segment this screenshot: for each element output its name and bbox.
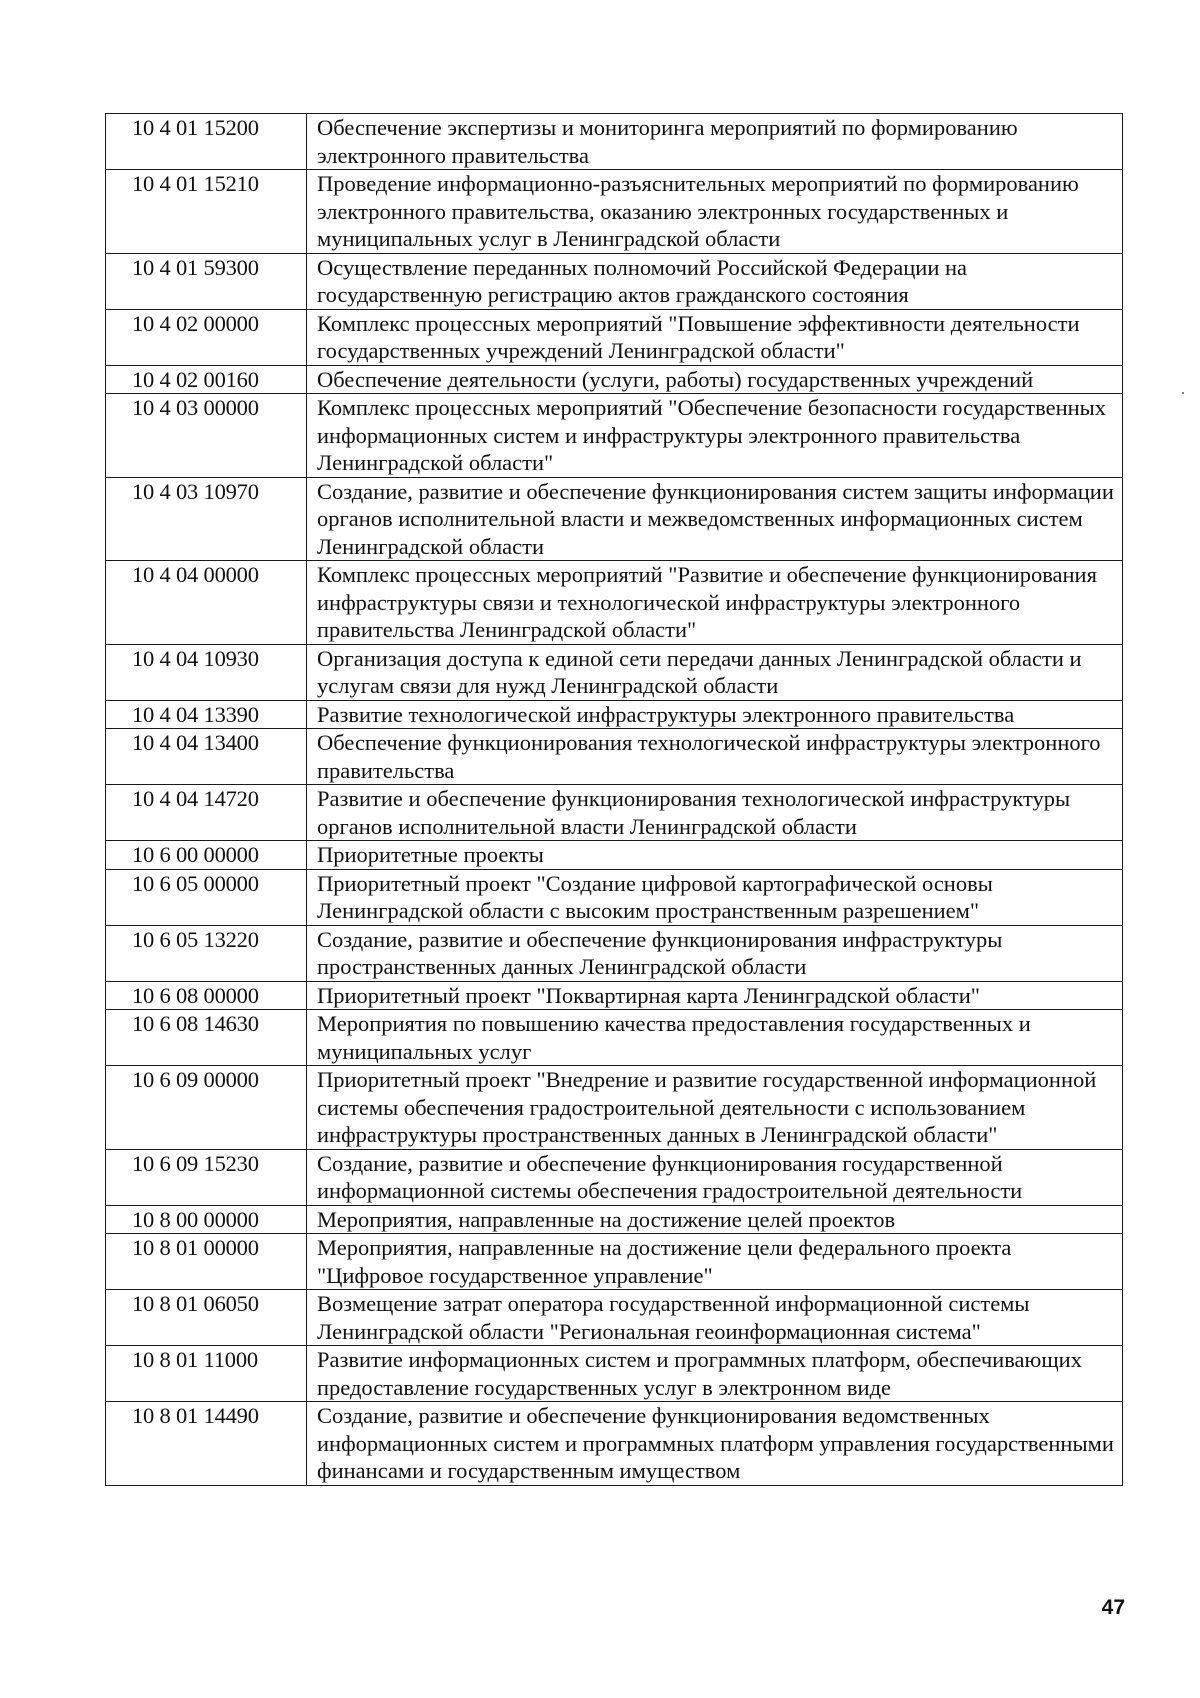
table-row [106,841,1123,870]
row-code: 10 6 09 15230 [106,1149,307,1205]
row-code: 10 6 05 13220 [106,925,307,981]
row-code: 10 6 05 00000 [106,869,307,925]
row-description: Создание, развитие и обеспечение функционирования государственной информационной системы обеспечения градостроительной деятельности [307,1149,1123,1205]
table-row [106,253,1123,309]
table-row [106,729,1123,785]
row-code: 10 4 04 10930 [106,644,307,700]
row-description: Обеспечение экспертизы и мониторинга мероприятий по формированию электронного правительства [307,114,1123,170]
table-row [106,1234,1123,1290]
row-description: Комплекс процессных мероприятий "Повышение эффективности деятельности государственных учреждений Ленинградской области" [307,309,1123,365]
row-description: Обеспечение функционирования технологической инфраструктуры электронного правительства [307,729,1123,785]
table-row [106,1205,1123,1234]
row-description: Приоритетный проект "Поквартирная карта Ленинградской области" [307,981,1123,1010]
budget-classification-table [105,113,1123,1486]
scan-artifact [1182,392,1184,394]
table-row [106,394,1123,478]
row-code: 10 4 03 00000 [106,394,307,478]
table-row [106,1149,1123,1205]
row-description: Обеспечение деятельности (услуги, работы) государственных учреждений [307,365,1123,394]
table-row [106,1290,1123,1346]
row-description: Создание, развитие и обеспечение функционирования инфраструктуры пространственных данных Ленинградской области [307,925,1123,981]
row-description: Комплекс процессных мероприятий "Обеспечение безопасности государственных информационных систем и инфраструктуры электронного правительства Ленинградской области" [307,394,1123,478]
row-code: 10 4 02 00000 [106,309,307,365]
row-description: Приоритетный проект "Внедрение и развитие государственной информационной системы обеспечения градостроительной деятельности с использованием инфраструктуры пространственных данных в Ленинградской области" [307,1066,1123,1150]
row-code: 10 6 09 00000 [106,1066,307,1150]
row-description: Комплекс процессных мероприятий "Развитие и обеспечение функционирования инфраструктуры связи и технологической инфраструктуры электронного правительства Ленинградской области" [307,561,1123,645]
row-code: 10 4 04 00000 [106,561,307,645]
row-code: 10 6 00 00000 [106,841,307,870]
table-row [106,1402,1123,1486]
table-row [106,477,1123,561]
row-description: Развитие информационных систем и программных платформ, обеспечивающих предоставление государственных услуг в электронном виде [307,1346,1123,1402]
row-description: Приоритетные проекты [307,841,1123,870]
table-row [106,561,1123,645]
table-row [106,785,1123,841]
row-description: Проведение информационно-разъяснительных мероприятий по формированию электронного правительства, оказанию электронных государственных и муниципальных услуг в Ленинградской области [307,170,1123,254]
row-code: 10 4 01 15210 [106,170,307,254]
table-row [106,170,1123,254]
row-code: 10 4 04 14720 [106,785,307,841]
row-description: Осуществление переданных полномочий Российской Федерации на государственную регистрацию актов гражданского состояния [307,253,1123,309]
row-code: 10 8 01 14490 [106,1402,307,1486]
table-row [106,1346,1123,1402]
row-code: 10 8 00 00000 [106,1205,307,1234]
row-code: 10 4 01 15200 [106,114,307,170]
row-code: 10 6 08 00000 [106,981,307,1010]
row-code: 10 4 04 13400 [106,729,307,785]
row-code: 10 4 04 13390 [106,700,307,729]
table-body [106,114,1123,1486]
row-code: 10 6 08 14630 [106,1010,307,1066]
row-code: 10 8 01 11000 [106,1346,307,1402]
table-row [106,644,1123,700]
row-code: 10 4 03 10970 [106,477,307,561]
row-code: 10 4 01 59300 [106,253,307,309]
row-description: Приоритетный проект "Создание цифровой картографической основы Ленинградской области с высоким пространственным разрешением" [307,869,1123,925]
table-row [106,981,1123,1010]
row-code: 10 8 01 00000 [106,1234,307,1290]
row-description: Создание, развитие и обеспечение функционирования ведомственных информационных систем и программных платформ управления государственными финансами и государственным имуществом [307,1402,1123,1486]
table-row [106,700,1123,729]
row-description: Развитие технологической инфраструктуры электронного правительства [307,700,1123,729]
row-code: 10 4 02 00160 [106,365,307,394]
table-row [106,869,1123,925]
row-code: 10 8 01 06050 [106,1290,307,1346]
table-row [106,365,1123,394]
table-row [106,925,1123,981]
row-description: Создание, развитие и обеспечение функционирования систем защиты информации органов исполнительной власти и межведомственных информационных систем Ленинградской области [307,477,1123,561]
table-row [106,309,1123,365]
row-description: Мероприятия, направленные на достижение цели федерального проекта "Цифровое государственное управление" [307,1234,1123,1290]
page-number: 47 [1101,1596,1125,1619]
table-row [106,114,1123,170]
row-description: Мероприятия, направленные на достижение целей проектов [307,1205,1123,1234]
table-row [106,1066,1123,1150]
row-description: Возмещение затрат оператора государственной информационной системы Ленинградской области "Региональная геоинформационная система" [307,1290,1123,1346]
row-description: Мероприятия по повышению качества предоставления государственных и муниципальных услуг [307,1010,1123,1066]
row-description: Развитие и обеспечение функционирования технологической инфраструктуры органов исполнительной власти Ленинградской области [307,785,1123,841]
table-row [106,1010,1123,1066]
row-description: Организация доступа к единой сети передачи данных Ленинградской области и услугам связи для нужд Ленинградской области [307,644,1123,700]
